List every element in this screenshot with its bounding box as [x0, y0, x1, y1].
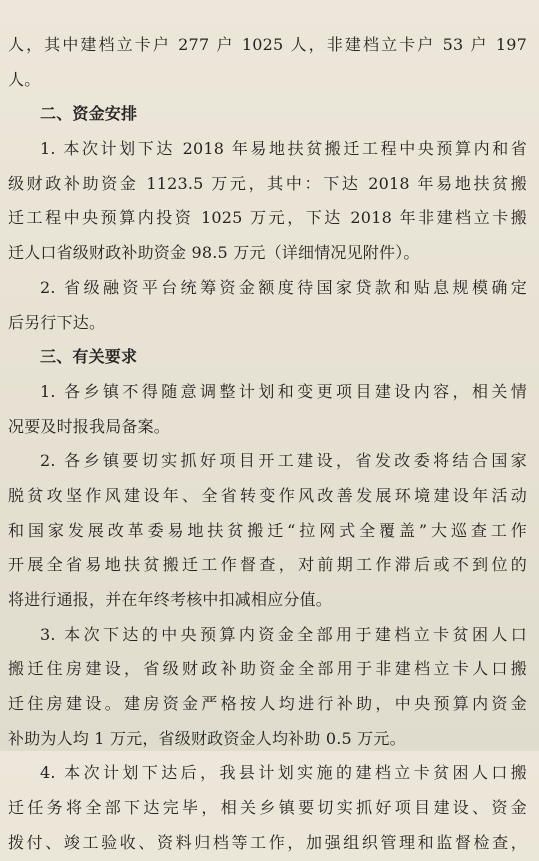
- text-line: 4. 本次计划下达后，我县计划实施的建档立卡贫困人口搬: [40, 763, 527, 783]
- text-line: 后另行下达。: [8, 312, 106, 332]
- text-line: 1. 各乡镇不得随意调整计划和变更项目建设内容，相关情: [40, 381, 527, 401]
- text-line: 迁住房建设。建房资金严格按人均进行补助，中央预算内资金: [8, 694, 527, 714]
- text-line: 迁工程中央预算内投资 1025 万元，下达 2018 年非建档立卡搬: [8, 208, 527, 228]
- text-line: 2. 省级融资平台统筹资金额度待国家贷款和贴息规模确定: [40, 277, 527, 297]
- text-line: 开展全省易地扶贫搬迁工作督查，对前期工作滞后或不到位的: [8, 555, 527, 575]
- text-line: 级财政补助资金 1123.5 万元，其中：下达 2018 年易地扶贫搬: [8, 173, 527, 193]
- text-line: 况要及时报我局备案。: [8, 416, 171, 436]
- text-line: 2. 各乡镇要切实抓好项目开工建设，省发改委将结合国家: [40, 451, 527, 471]
- text-line: 迁任务将全部下达完毕，相关乡镇要切实抓好项目建设、资金: [8, 798, 527, 818]
- text-line: 迁人口省级财政补助资金 98.5 万元（详细情况见附件）。: [8, 243, 420, 263]
- text-line: 1. 本次计划下达 2018 年易地扶贫搬迁工程中央预算内和省: [40, 139, 527, 159]
- text-line: 将进行通报，并在年终考核中扣减相应分值。: [8, 590, 333, 609]
- text-line: 3. 本次下达的中央预算内资金全部用于建档立卡贫困人口: [40, 624, 527, 644]
- text-line: 脱贫攻坚作风建设年、全省转变作风改善发展环境建设年活动: [8, 485, 527, 505]
- text-line: 拨付、竣工验收、资料归档等工作，加强组织管理和监督检查，: [8, 832, 527, 852]
- section-heading: 二、资金安排: [40, 104, 138, 124]
- text-line: 搬迁住房建设，省级财政补助资金全部用于非建档立卡人口搬: [8, 659, 527, 679]
- text-line: 和国家发展改革委易地扶贫搬迁“拉网式全覆盖”大巡查工作: [8, 520, 527, 540]
- section-heading: 三、有关要求: [40, 347, 138, 367]
- text-line: 人。: [8, 69, 41, 89]
- text-line: 补助为人均 1 万元，省级财政资金人均补助 0.5 万元。: [8, 728, 406, 748]
- text-line: 人，其中建档立卡户 277 户 1025 人，非建档立卡户 53 户 197: [8, 35, 527, 54]
